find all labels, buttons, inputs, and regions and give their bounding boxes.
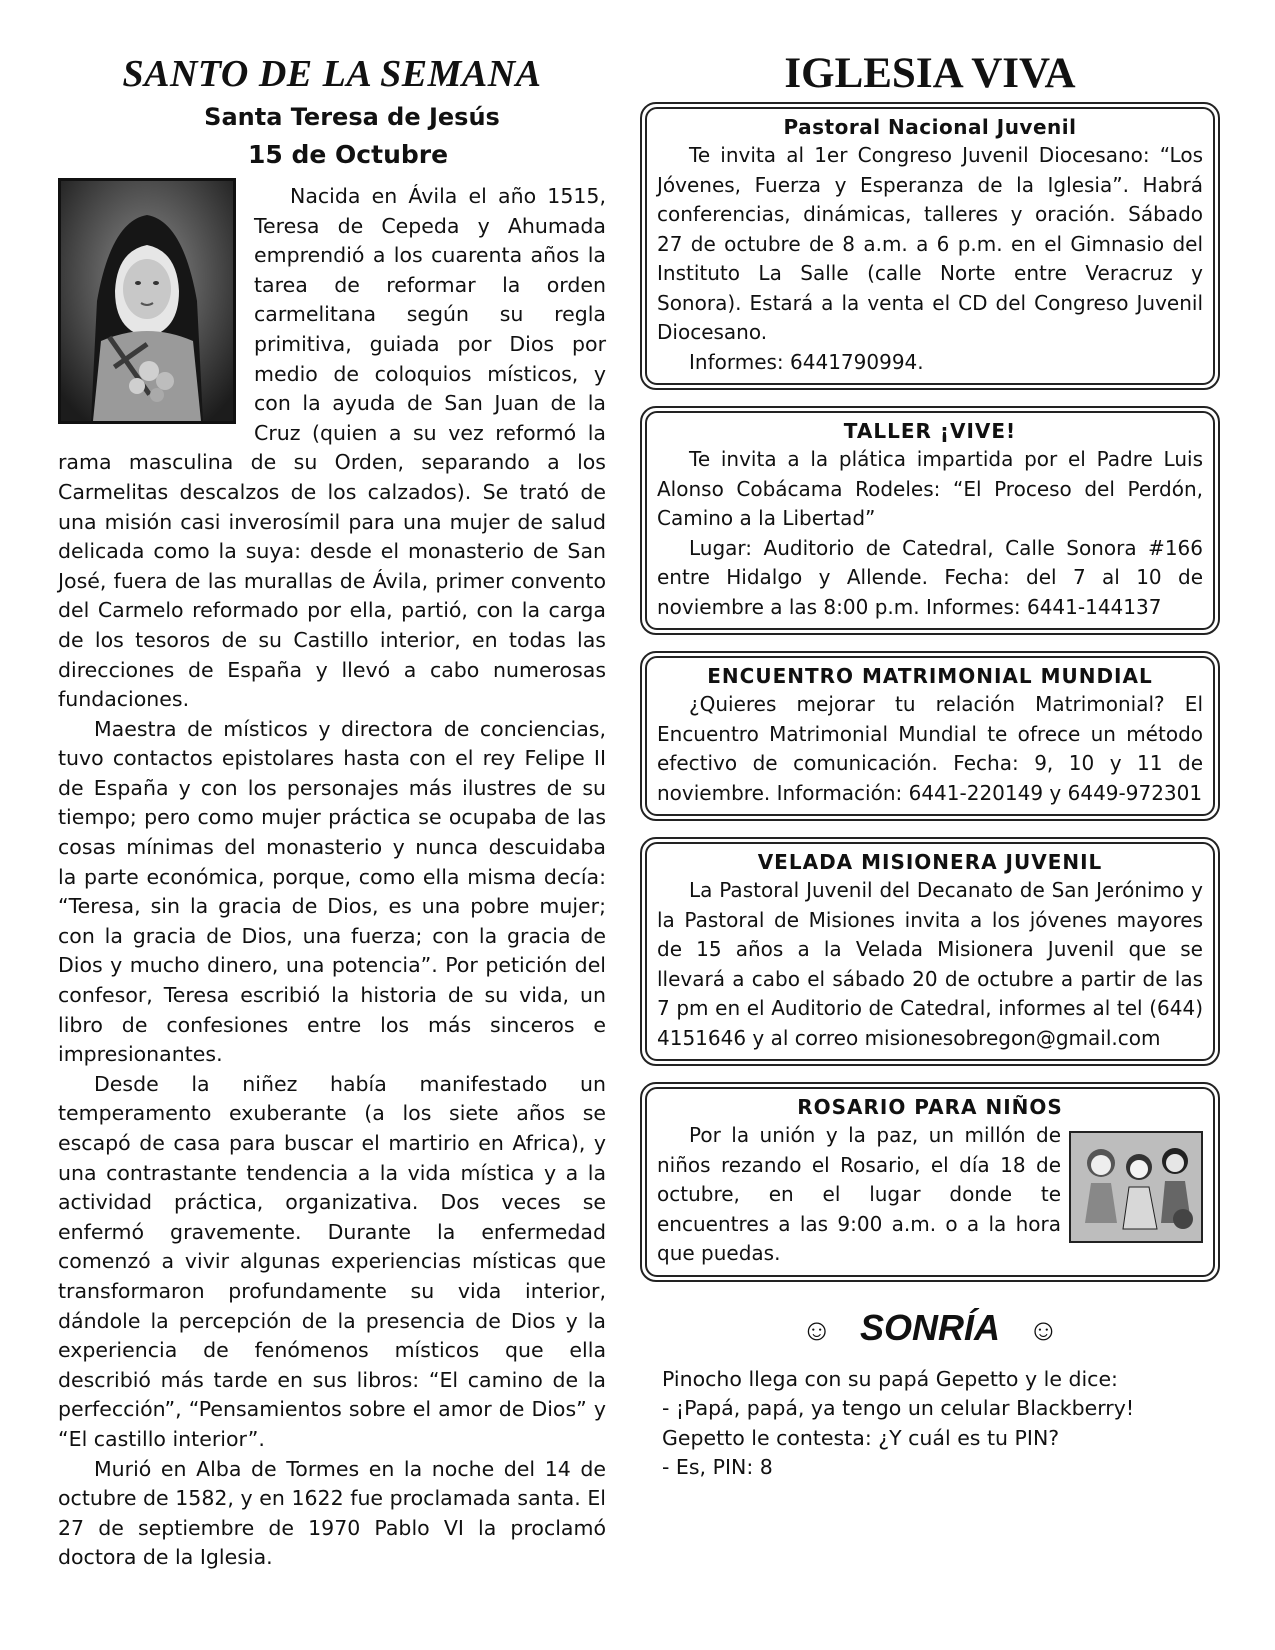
article-paragraph-4: Murió en Alba de Tormes en la noche del 14 de octubre de 1582, y en 1622 fue proclamada santa. El 27 de septiembre de 1970 Pablo VI la proclamó doctora de la Iglesia.	[58, 1456, 606, 1570]
announcement-text: Te invita al 1er Congreso Juvenil Diocesano: “Los Jóvenes, Fuerza y Esperanza de la Iglesia”. Habrá conferencias, dinámicas, talleres y oración. Sábado 27 de octubre de 8 a.m. a 6 p.m. en el Gimnasio del Instituto La Salle (calle Norte entre Veracruz y Sonora). Estará a la venta el CD del Congreso Juvenil Diocesano.	[657, 143, 1203, 344]
smiley-icon: ☺	[1028, 1313, 1059, 1347]
joke-line: - Es, PIN: 8	[662, 1455, 773, 1479]
saint-article	[58, 172, 606, 1573]
announcement-heading: ENCUENTRO MATRIMONIAL MUNDIAL	[707, 664, 1153, 688]
children-praying-image	[1069, 1131, 1203, 1243]
sonria-title: SONRÍA	[859, 1306, 1000, 1348]
announcement-contact: Informes: 6441790994.	[689, 349, 924, 374]
sonria-heading	[640, 1306, 1220, 1353]
article-paragraph-3: Desde la niñez había manifestado un temperamento exuberante (a los siete años se escapó de casa para buscar el martirio en Africa), y una contrastante tendencia a la vida mística y a la actividad práctica, organizativa. Dos veces se enfermó gravemente. Durante la enfermedad comenzó a vivir algunas experiencias místicas que transformaron profundamente su vida interior, dándole la percepción de la presencia de Dios y la experiencia de fenómenos místicos que ella describió más tarde en sus libros: “El camino de la perfección”, “Pensamientos sobre el amor de Dios” y “El castillo interior”.	[58, 1071, 606, 1451]
announcement-heading: TALLER ¡VIVE!	[843, 419, 1017, 443]
announcement-pastoral-juvenil	[640, 102, 1220, 390]
saint-portrait-image	[58, 178, 236, 424]
announcement-rosario-ninos	[640, 1082, 1220, 1282]
feast-date: 15 de Octubre	[248, 140, 449, 169]
announcement-details: Lugar: Auditorio de Catedral, Calle Sonora #166 entre Hidalgo y Allende. Fecha: del 7 al 10 de noviembre a las 8:00 p.m. Informes: 6441-144137	[657, 535, 1203, 619]
iglesia-viva-title: IGLESIA VIVA	[784, 50, 1076, 97]
saint-of-week-column	[58, 52, 606, 1573]
joke-text	[640, 1365, 1220, 1483]
saint-section-title: SANTO DE LA SEMANA	[122, 53, 542, 95]
announcement-text: Te invita a la plática impartida por el Padre Luis Alonso Cobácama Rodeles: “El Proceso del Perdón, Camino a la Libertad”	[657, 447, 1203, 530]
announcement-text: Por la unión y la paz, un millón de niños rezando el Rosario, el día 18 de octubre, en el lugar donde te encuentres a las 9:00 a.m. o a la hora que puedas.	[657, 1123, 1061, 1265]
announcement-heading: Pastoral Nacional Juvenil	[783, 115, 1077, 139]
announcement-text: ¿Quieres mejorar tu relación Matrimonial? El Encuentro Matrimonial Mundial te ofrece un método efectivo de comunicación. Fecha: 9, 10 y 11 de noviembre. Información: 6441-220149 y 6449-972301	[657, 692, 1203, 805]
iglesia-viva-column	[640, 50, 1220, 1483]
saint-name: Santa Teresa de Jesús	[204, 103, 500, 131]
joke-line: - ¡Papá, papá, ya tengo un celular Blackberry!	[662, 1396, 1135, 1420]
announcement-text: La Pastoral Juvenil del Decanato de San Jerónimo y la Pastoral de Misiones invita a los jóvenes mayores de 15 años a la Velada Misionera Juvenil que se llevará a cabo el sábado 20 de octubre a partir de las 7 pm en el Auditorio de Catedral, informes al tel (644) 4151646 y al correo misionesobregon@gmail.com	[657, 878, 1203, 1050]
joke-line: Pinocho llega con su papá Gepetto y le dice:	[662, 1366, 1118, 1391]
joke-line: Gepetto le contesta: ¿Y cuál es tu PIN?	[662, 1425, 1060, 1450]
announcement-encuentro-matrimonial	[640, 651, 1220, 821]
smiley-icon: ☺	[801, 1313, 832, 1347]
article-paragraph-2: Maestra de místicos y directora de conciencias, tuvo contactos epistolares hasta con el rey Felipe II de España y con los personajes más ilustres de su tiempo; pero como mujer práctica se ocupaba de las cosas mínimas del monasterio y nunca descuidaba la parte económica, porque, como ella misma decía: “Teresa, sin la gracia de Dios, es una pobre mujer; con la gracia de Dios, una fuerza; con la gracia de Dios y mucho dinero, una potencia”. Por petición del confesor, Teresa escribió la historia de su vida, un libro de confesiones entre los más sinceros e impresionantes.	[58, 716, 606, 1067]
announcement-taller-vive	[640, 406, 1220, 635]
article-paragraph-1: Nacida en Ávila el año 1515, Teresa de Cepeda y Ahumada emprendió a los cuarenta años la tarea de reformar la orden carmelitana según su regla primitiva, guiada por Dios por medio de coloquios místicos, y con la ayuda de San Juan de la Cruz (quien a su vez reformó la rama masculina de su Orden, separando a los Carmelitas descalzos de los calzados). Se trató de una misión casi inverosímil para una mujer de salud delicada como la suya: desde el monasterio de San José, fuera de las murallas de Ávila, primer convento del Carmelo reformado por ella, partió, con la carga de los tesoros de su Castillo interior, en todas las direcciones de España y llevó a cabo numerosas fundaciones.	[58, 184, 606, 712]
announcement-velada-misionera	[640, 837, 1220, 1066]
announcement-heading: VELADA MISIONERA JUVENIL	[757, 850, 1103, 874]
announcement-heading: ROSARIO PARA NIÑOS	[797, 1095, 1063, 1119]
